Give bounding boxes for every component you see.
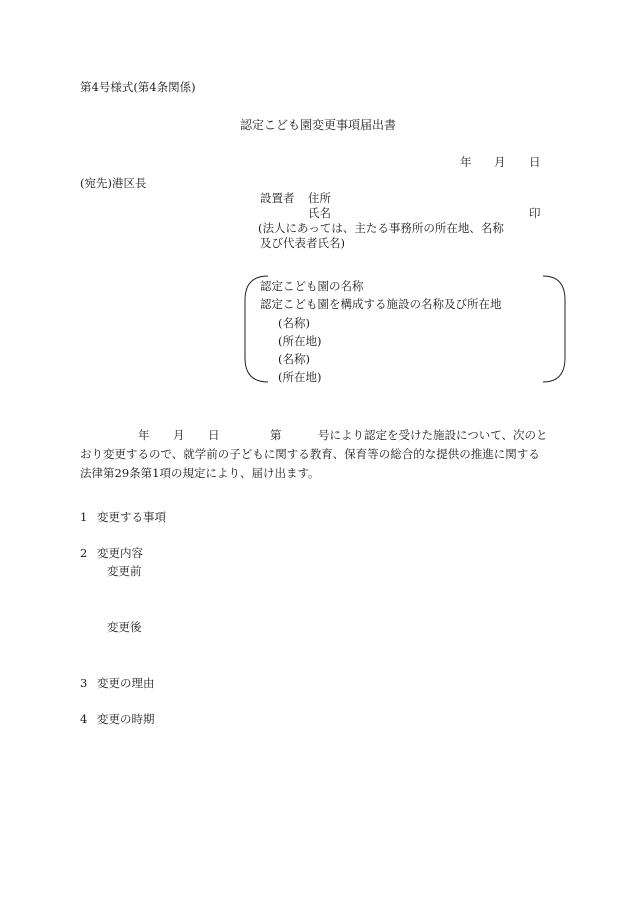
facility-item-name-1: (名称): [278, 316, 310, 330]
body-year: 年: [138, 428, 150, 442]
body-line2: おり変更するので、就学前の子どもに関する教育、保育等の総合的な提供の推進に関する: [80, 447, 540, 461]
date-day: 日: [529, 155, 541, 169]
body-month: 月: [173, 428, 185, 442]
facility-components-heading: 認定こども園を構成する施設の名称及び所在地: [260, 297, 502, 311]
applicant-note-line2: 及び代表者氏名): [260, 236, 345, 250]
date-month: 月: [494, 155, 506, 169]
facility-item-address-2: (所在地): [278, 370, 322, 384]
section-4-label: 変更の時期: [97, 712, 155, 726]
section-2-number: 2: [80, 546, 88, 560]
form-number: 第4号様式(第4条関係): [80, 80, 196, 94]
applicant-label: 設置者: [260, 191, 295, 205]
facility-name-heading: 認定こども園の名称: [260, 279, 364, 293]
body-dai: 第: [270, 428, 282, 442]
address-label: 住所: [308, 191, 331, 205]
document-title: 認定こども園変更事項届出書: [240, 118, 397, 132]
applicant-note-line1: (法人にあっては、主たる事務所の所在地、名称: [258, 221, 504, 235]
facility-item-address-1: (所在地): [278, 334, 322, 348]
section-3-label: 変更の理由: [97, 676, 155, 690]
section-2-label: 変更内容: [97, 546, 143, 560]
section-4-number: 4: [80, 712, 88, 726]
section-3-number: 3: [80, 676, 88, 690]
name-label: 氏名: [308, 206, 331, 220]
change-before-label: 変更前: [107, 564, 142, 578]
body-line3: 法律第29条第1項の規定により、届け出ます。: [80, 466, 320, 480]
body-day: 日: [208, 428, 220, 442]
section-1-label: 変更する事項: [97, 510, 166, 524]
section-1-number: 1: [80, 510, 88, 524]
seal-mark: 印: [529, 206, 541, 220]
date-year: 年: [460, 155, 472, 169]
facility-item-name-2: (名称): [278, 352, 310, 366]
addressee: (宛先)港区長: [80, 176, 147, 190]
body-line1: 号により認定を受けた施設について、次のと: [318, 428, 548, 442]
change-after-label: 変更後: [107, 620, 142, 634]
